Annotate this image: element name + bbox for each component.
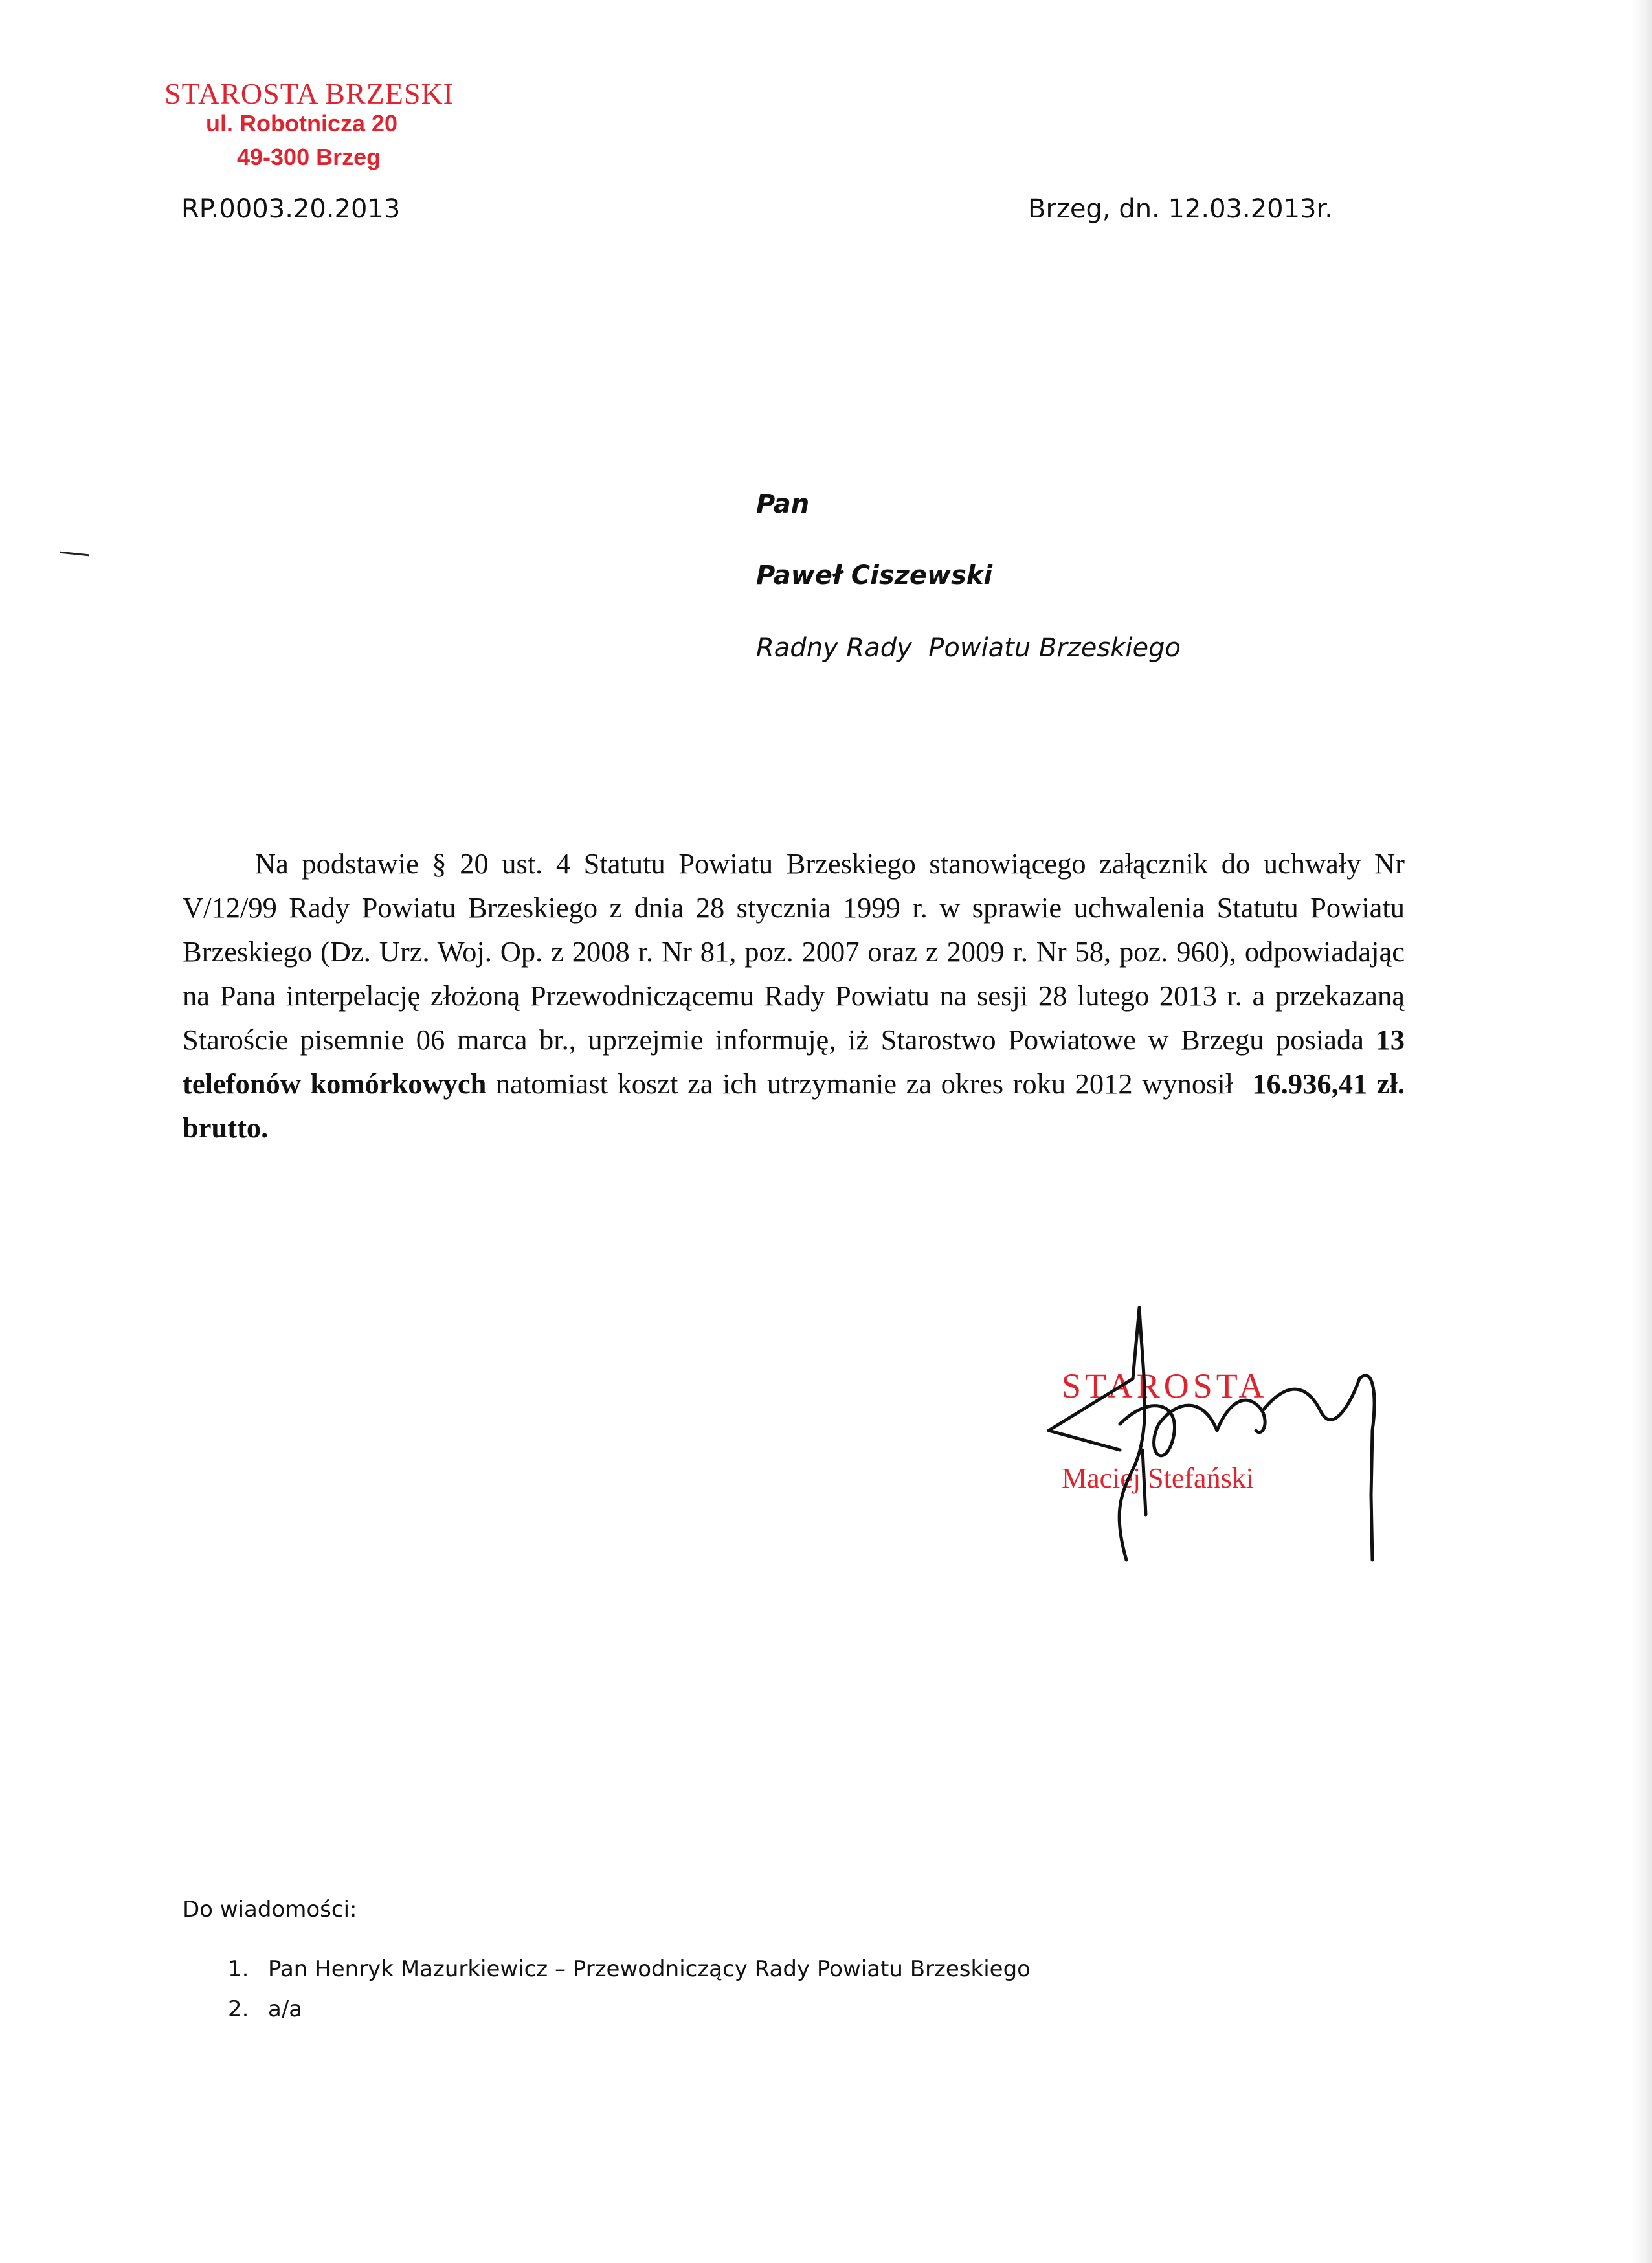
body-text-part1: Na podstawie § 20 ust. 4 Statutu Powiatu Brzeskiego stanowiącego załącznik do uchwały Nr V/12/99 Rady Powiatu Brzeskiego z dnia 28 stycznia 1999 r. w sprawie uchwalenia Statutu Powiatu Brzeskiego (Dz. Urz. Woj. Op. z 2008 r. Nr 81, poz. 2007 oraz z 2009 r. Nr 58, poz. 960), odpowiadając na Pana interpelację złożoną Przewodniczącemu Rady Powiatu na sesji 28 lutego 2013 r. a przekazaną Staroście pisemnie 06 marca br., uprzejmie informuję, iż Starostwo Powiatowe w Brzegu posiada — [183, 847, 1405, 1056]
date-line: Brzeg, dn. 12.03.2013r. — [1028, 194, 1333, 224]
reference-number: RP.0003.20.2013 — [181, 194, 401, 224]
header-stamp-city: 49-300 Brzeg — [237, 144, 381, 170]
signature-stamp-title: STAROSTA — [1062, 1366, 1268, 1405]
list-item — [228, 1956, 1031, 1996]
addressee-title: Radny Rady Powiatu Brzeskiego — [756, 633, 1181, 663]
distribution-heading: Do wiadomości: — [183, 1897, 357, 1923]
distribution-list — [228, 1956, 1031, 2036]
letter-body — [183, 842, 1405, 1150]
signature-stamp-name: Maciej Stefański — [1062, 1462, 1254, 1494]
handwritten-signature — [1023, 1301, 1385, 1573]
list-item-text: Pan Henryk Mazurkiewicz – Przewodniczący Rady Powiatu Brzeskiego — [268, 1956, 1031, 1982]
header-stamp-street: ul. Robotnicza 20 — [206, 110, 398, 137]
body-bold-amount: 16.936,41 zł. brutto. — [183, 1067, 1405, 1144]
addressee-salutation: Pan — [756, 489, 810, 519]
header-stamp-title: STAROSTA BRZESKI — [164, 77, 454, 110]
list-item-number: 1. — [228, 1956, 249, 1982]
body-bold-phones: 13 telefonów komórkowych — [183, 1023, 1405, 1100]
scan-dash-mark — [60, 552, 89, 557]
list-item — [228, 1996, 1031, 2036]
list-item-text: a/a — [268, 1996, 303, 2022]
scan-edge-shadow — [1631, 0, 1652, 2263]
body-text-part2: natomiast koszt za ich utrzymanie za okres roku 2012 wynosił — [486, 1067, 1253, 1100]
addressee-name: Paweł Ciszewski — [756, 561, 993, 590]
list-item-number: 2. — [228, 1996, 249, 2022]
